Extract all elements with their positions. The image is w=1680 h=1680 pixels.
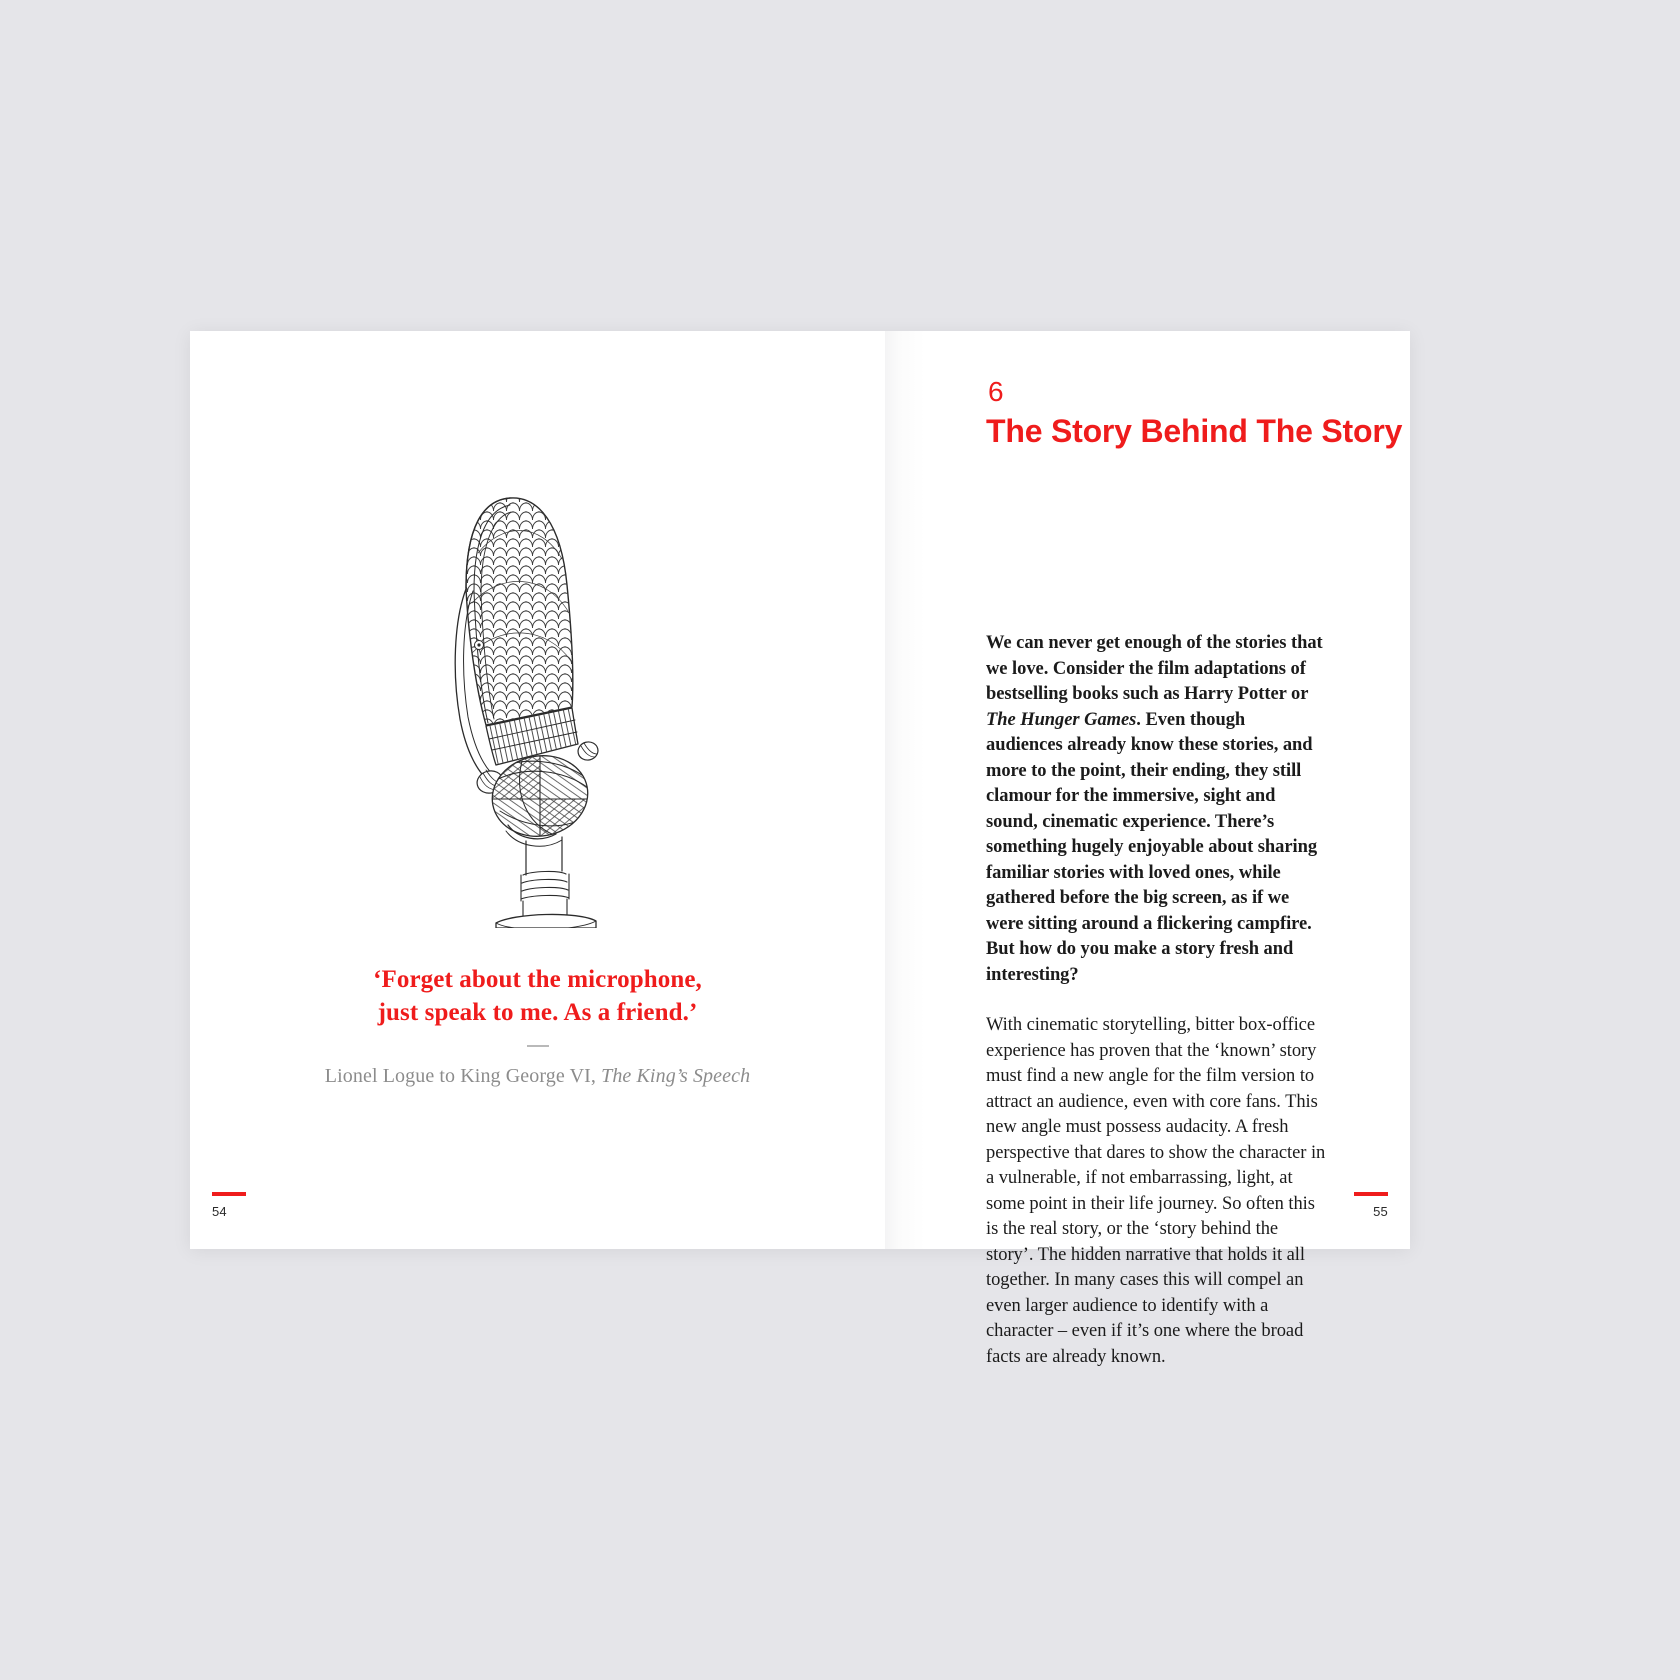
paragraph-1 (986, 631, 1326, 988)
body-copy (986, 631, 1326, 1370)
microphone-illustration (422, 493, 622, 928)
folio-rule (1354, 1192, 1388, 1196)
pull-quote-line-1: ‘Forget about the microphone, (373, 966, 702, 993)
book-spread (190, 331, 1410, 1367)
page-number-right: 55 (1373, 1204, 1388, 1219)
folio-right (1354, 1192, 1388, 1219)
pull-quote-line-2: just speak to me. As a friend.’ (377, 998, 698, 1026)
page-number-left: 54 (212, 1204, 227, 1219)
quote-attribution (190, 1063, 885, 1089)
folio-rule (212, 1192, 246, 1196)
left-page (190, 331, 885, 1249)
chapter-number: 6 (988, 376, 1004, 407)
quote-divider (527, 1045, 549, 1047)
pull-quote (190, 964, 885, 1029)
attribution-speaker: Lionel Logue to King George VI, (324, 1065, 602, 1087)
paragraph-1-text-b: . Even though audiences already know these stories, and more to the point, their ending, they still clamour for the immersive, sight and sound, cinematic experience. There’s something hugely enjoyable about sharing familiar stories with loved ones, while gathered before the big screen, as if we were sitting around a flickering campfire. But how do you make a story fresh and interesting? (986, 709, 1318, 985)
pull-quote-block (190, 964, 885, 1089)
attribution-work-title: The King’s Speech (601, 1065, 751, 1087)
right-page (885, 331, 1410, 1367)
paragraph-1-italic-title: The Hunger Games (986, 709, 1137, 730)
chapter-title: The Story Behind The Story (986, 413, 1403, 449)
paragraph-1-text-a: We can never get enough of the stories that we love. Consider the film adaptations of bestselling books such as Harry Potter or (986, 633, 1323, 704)
folio-left (212, 1192, 246, 1219)
paragraph-2: With cinematic storytelling, bitter box-office experience has proven that the ‘known’ story must find a new angle for the film version to attract an audience, even with core fans. This new angle must possess audacity. A fresh perspective that dares to show the character in a vulnerable, if not embarrassing, light, at some point in their life journey. So often this is the real story, or the ‘story behind the story’. The hidden narrative that holds it all together. In many cases this will compel an even larger audience to identify with a character – even if it’s one where the broad facts are already known. (986, 1015, 1326, 1367)
